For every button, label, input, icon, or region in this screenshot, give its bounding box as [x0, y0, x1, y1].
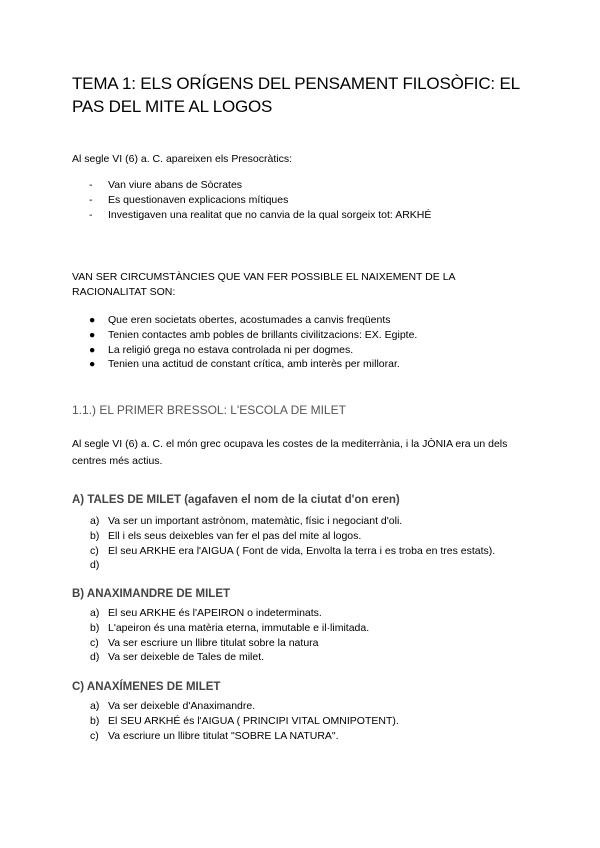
list-marker: a): [90, 607, 100, 619]
bullet-icon: ●: [89, 314, 96, 326]
list-item: [72, 729, 399, 744]
list-marker: d): [90, 559, 100, 572]
list-item: [72, 699, 399, 714]
list-item-text: El SEU ARKHÉ és l'AIGUA ( PRINCIPI VITAL OMNIPOTENT).: [108, 714, 399, 727]
list-item-text: Va ser escriure un llibre titulat sobre la natura: [108, 636, 319, 649]
list-item: [72, 636, 369, 651]
list-item: [72, 357, 417, 372]
list-marker: c): [90, 636, 99, 649]
list-item: [72, 558, 495, 573]
anaximandre-heading: B) ANAXIMANDRE DE MILET: [72, 588, 231, 600]
bullet-icon: ●: [89, 328, 96, 341]
list-item: [72, 514, 495, 529]
circumstances-list: [72, 313, 417, 372]
list-marker: b): [90, 714, 100, 727]
list-item-text: Va ser un important astrònom, matemàtic, físic i negociant d'oli.: [108, 515, 403, 527]
list-item-text: La religió grega no estava controlada ni per dogmes.: [108, 343, 354, 356]
list-marker: a): [90, 515, 100, 527]
list-item-text: Ell i els seus deixebles van fer el pas del mite al logos.: [108, 529, 362, 542]
list-item: [72, 343, 417, 358]
list-marker: b): [90, 621, 100, 634]
bullet-icon: ●: [89, 343, 96, 356]
list-item-text: El seu ARKHE era l'AIGUA ( Font de vida, Envolta la terra i es troba en tres estats).: [108, 544, 496, 557]
list-item-text: Va ser deixeble d'Anaximandre.: [108, 700, 256, 712]
list-marker: d): [90, 651, 100, 664]
list-marker: c): [90, 544, 99, 557]
list-item-text: Tenien contactes amb pobles de brillants civilitzacions: EX. Egipte.: [108, 328, 418, 341]
list-item: [72, 313, 417, 328]
bullet-icon: ●: [89, 358, 96, 371]
section-text: Al segle VI (6) a. C. el món grec ocupava les costes de la mediterrània, i la JÒNIA era un dels centres més actius.: [72, 438, 508, 467]
list-item-text: El seu ARKHE és l'APEIRON o indeterminats.: [108, 607, 322, 619]
section-heading: 1.1.) EL PRIMER BRESSOL: L'ESCOLA DE MILET: [72, 403, 346, 417]
anaximandre-list: [72, 606, 369, 665]
list-item-text: Es questionaven explicacions mítiques: [108, 193, 289, 206]
anaximenes-heading: C) ANAXÍMENES DE MILET: [72, 681, 221, 693]
list-item: [72, 606, 369, 621]
list-marker: b): [90, 529, 100, 542]
list-item-text: Investigaven una realitat que no canvia de la qual sorgeix tot: ARKHÉ: [108, 208, 432, 221]
anaximenes-list: [72, 699, 399, 743]
list-item: [72, 529, 495, 544]
list-item-text: Va ser deixeble de Tales de milet.: [108, 651, 265, 664]
dash-marker: -: [89, 208, 93, 221]
dash-marker: -: [89, 193, 93, 206]
list-item-text: Van viure abans de Sòcrates: [108, 179, 243, 191]
list-item-text: Tenien una actitud de constant crítica, amb interès per millorar.: [108, 358, 400, 371]
list-item: [72, 208, 431, 223]
list-item-text: L'apeiron és una matèria eterna, immutable e il·limitada.: [108, 621, 370, 634]
list-item-text: Va escriure un llibre titulat "SOBRE LA NATURA".: [108, 729, 339, 742]
page-title: TEMA 1: ELS ORÍGENS DEL PENSAMENT FILOSÒFIC: EL PAS DEL MITE AL LOGOS: [72, 74, 520, 116]
list-item: [72, 193, 431, 208]
list-item: [72, 328, 417, 343]
list-item-text: Que eren societats obertes, acostumades a canvis freqüents: [108, 314, 391, 326]
circumstances-heading: VAN SER CIRCUMSTÀNCIES QUE VAN FER POSSIBLE EL NAIXEMENT DE LA RACIONALITAT SON:: [72, 271, 455, 298]
list-item: [72, 650, 369, 665]
dash-marker: -: [89, 179, 93, 191]
list-item: [72, 621, 369, 636]
list-item: [72, 178, 431, 193]
list-marker: c): [90, 729, 99, 742]
list-item: [72, 714, 399, 729]
list-marker: a): [90, 700, 100, 712]
intro-text: Al segle VI (6) a. C. apareixen els Presocràtics:: [72, 153, 293, 165]
tales-list: [72, 514, 495, 573]
intro-list: [72, 178, 431, 222]
tales-heading: A) TALES DE MILET (agafaven el nom de la ciutat d'on eren): [72, 494, 400, 506]
list-item: [72, 544, 495, 559]
